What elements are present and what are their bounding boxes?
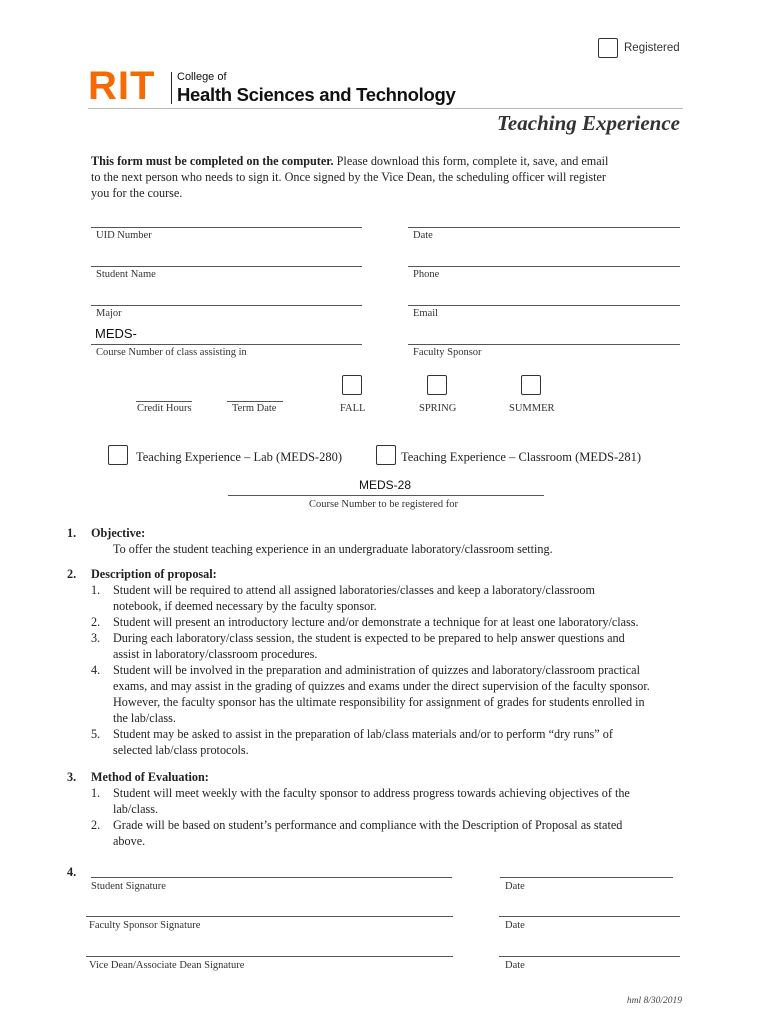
classroom-option-label: Teaching Experience – Classroom (MEDS-281) [401, 450, 642, 464]
dean-signature-date-field[interactable] [499, 956, 680, 957]
section-2-title: Description of proposal: [91, 567, 217, 581]
student-name-label: Student Name [96, 269, 156, 280]
s2-item-line: Student will present an introductory lecture and/or demonstrate a technique for at least one laboratory/class. [113, 615, 639, 629]
logo-college-name: Health Sciences and Technology [177, 84, 456, 105]
s2-item-line: the lab/class. [113, 711, 176, 725]
student-signature-date-label: Date [505, 881, 525, 892]
dean-signature-label: Vice Dean/Associate Dean Signature [89, 960, 245, 971]
uid-label: UID Number [96, 230, 152, 241]
logo-divider [171, 72, 172, 104]
uid-field[interactable] [91, 227, 362, 228]
phone-label: Phone [413, 269, 440, 280]
rit-logo: RIT [88, 64, 156, 108]
logo-college-of: College of [177, 71, 227, 83]
s2-item-line: Student will be required to attend all assigned laboratories/classes and keep a laboratory/classroom [113, 583, 595, 597]
s2-item-num: 3. [91, 631, 101, 645]
s2-item-line: Student may be asked to assist in the preparation of lab/class materials and/or to perform “dry runs” of [113, 727, 613, 741]
major-field[interactable] [91, 305, 362, 306]
section-4-number: 4. [67, 865, 77, 879]
s2-item-num: 1. [91, 583, 101, 597]
faculty-signature-date-field[interactable] [499, 916, 680, 917]
intro-line-2: to the next person who needs to sign it. Once signed by the Vice Dean, the scheduling officer will register [91, 170, 606, 184]
s2-item-num: 2. [91, 615, 101, 629]
registered-course-label: Course Number to be registered for [309, 499, 458, 510]
section-1-number: 1. [67, 526, 77, 540]
fall-checkbox[interactable] [342, 375, 362, 395]
credit-hours-field[interactable] [136, 401, 192, 402]
faculty-sponsor-field[interactable] [408, 344, 680, 345]
email-label: Email [413, 308, 439, 319]
intro-line-3: you for the course. [91, 186, 183, 200]
summer-label: SUMMER [509, 403, 555, 414]
classroom-checkbox[interactable] [376, 445, 396, 465]
phone-field[interactable] [408, 266, 680, 267]
s2-item-line: selected lab/class protocols. [113, 743, 249, 757]
intro-bold: This form must be completed on the computer. [91, 154, 334, 168]
date-field[interactable] [408, 227, 680, 228]
fall-label: FALL [340, 403, 366, 414]
s2-item-line: Student will be involved in the preparation and administration of quizzes and laboratory/classroom practical [113, 663, 640, 677]
lab-option-label: Teaching Experience – Lab (MEDS-280) [136, 450, 342, 464]
section-3-title: Method of Evaluation: [91, 770, 209, 784]
email-field[interactable] [408, 305, 680, 306]
date-label: Date [413, 230, 433, 241]
section-2-number: 2. [67, 567, 77, 581]
student-signature-label: Student Signature [91, 881, 166, 892]
s3-item-line: above. [113, 834, 146, 848]
dean-signature-field[interactable] [86, 956, 453, 957]
s2-item-line: During each laboratory/class session, the student is expected to be prepared to help answer questions and [113, 631, 625, 645]
s3-item-line: Grade will be based on student’s performance and compliance with the Description of Proposal as stated [113, 818, 623, 832]
faculty-signature-field[interactable] [86, 916, 453, 917]
registered-course-field[interactable] [228, 495, 544, 496]
s2-item-num: 5. [91, 727, 101, 741]
section-3-number: 3. [67, 770, 77, 784]
intro-line-1 [91, 153, 608, 169]
major-label: Major [96, 308, 122, 319]
section-1-title: Objective: [91, 526, 146, 540]
s2-item-num: 4. [91, 663, 101, 677]
s2-item-line: notebook, if deemed necessary by the faculty sponsor. [113, 599, 377, 613]
s3-item-num: 1. [91, 786, 101, 800]
course-number-field[interactable] [91, 344, 362, 345]
summer-checkbox[interactable] [521, 375, 541, 395]
header-rule [88, 108, 683, 109]
intro-text-1: Please download this form, complete it, save, and email [333, 154, 609, 168]
faculty-signature-date-label: Date [505, 920, 525, 931]
student-signature-date-field[interactable] [500, 877, 673, 878]
s2-item-line: assist in laboratory/classroom procedures. [113, 647, 318, 661]
course-number-label: Course Number of class assisting in [96, 347, 247, 358]
lab-checkbox[interactable] [108, 445, 128, 465]
registered-course-value[interactable]: MEDS-28 [359, 478, 412, 492]
course-number-value[interactable]: MEDS- [95, 326, 137, 341]
term-date-field[interactable] [227, 401, 283, 402]
student-signature-field[interactable] [91, 877, 452, 878]
spring-label: SPRING [419, 403, 457, 414]
registered-checkbox[interactable] [598, 38, 618, 58]
faculty-sponsor-label: Faculty Sponsor [413, 347, 482, 358]
s2-item-line: exams, and may assist in the grading of quizzes and exams under the direct supervision of the faculty sponsor. [113, 679, 650, 693]
dean-signature-date-label: Date [505, 960, 525, 971]
credit-hours-label: Credit Hours [137, 403, 192, 414]
footer-revision: hml 8/30/2019 [626, 996, 682, 1006]
student-name-field[interactable] [91, 266, 362, 267]
section-1-text: To offer the student teaching experience in an undergraduate laboratory/classroom setting. [113, 542, 553, 556]
s2-item-line: However, the faculty sponsor has the ultimate responsibility for assignment of grades for students enrolled in [113, 695, 645, 709]
spring-checkbox[interactable] [427, 375, 447, 395]
s3-item-num: 2. [91, 818, 101, 832]
page-title: Teaching Experience [497, 111, 680, 135]
registered-label: Registered [624, 42, 680, 54]
s3-item-line: Student will meet weekly with the faculty sponsor to address progress towards achieving objectives of the [113, 786, 630, 800]
faculty-signature-label: Faculty Sponsor Signature [89, 920, 201, 931]
s3-item-line: lab/class. [113, 802, 159, 816]
term-date-label: Term Date [232, 403, 277, 414]
